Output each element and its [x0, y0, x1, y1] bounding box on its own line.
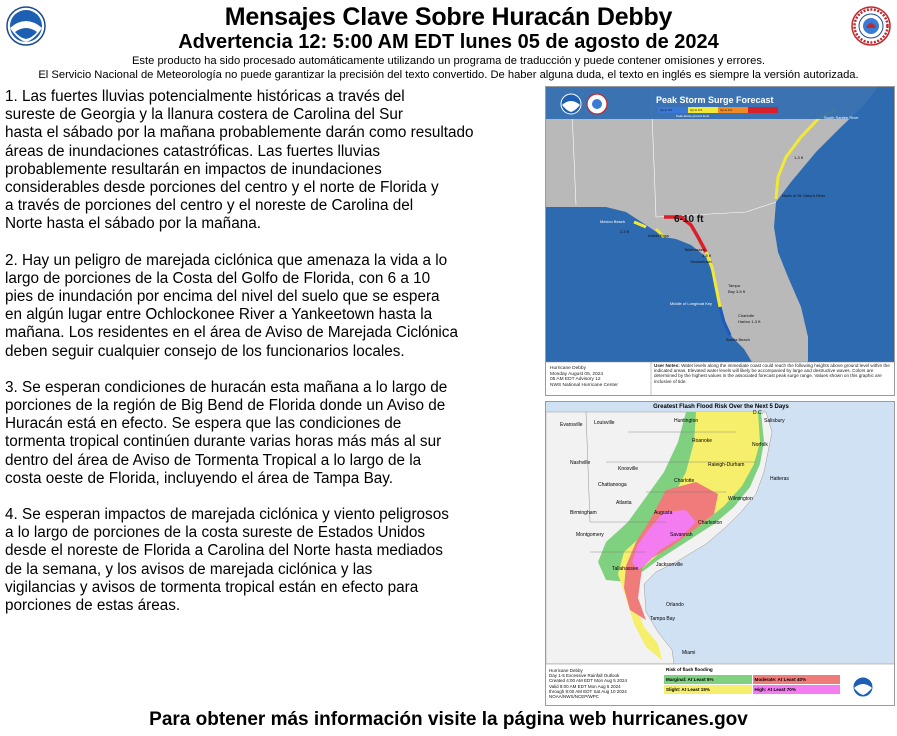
surge-label-santee: South Santee River: [824, 115, 859, 120]
city-chattanooga: Chattanooga: [598, 482, 627, 488]
city-miami: Miami: [682, 650, 696, 656]
city-huntington: Huntington: [674, 418, 699, 424]
surge-map-notes: User Notes: Water levels along the immediate coast could reach the following heights above ground level within the indicated areas. Elevated water levels will likely be accompanied by large and destructive waves. Colors are determined by the highest values in the associated forecast peak surge range. Values shown on this graphic are inclusive of tide.: [654, 363, 890, 384]
key-message-3: 3. Se esperan condiciones de huracán esta mañana a lo largo de porciones de la región de Big Bend de Florida donde un Aviso de Huracán está en efecto. Se espera que las condiciones de tormenta tropical continúen durante varias horas más más al sur dentro del área de Aviso de Tormenta Tropical a lo largo de la costa oeste de Florida, incluyendo el área de Tampa Bay.: [5, 378, 448, 487]
city-salisbury: Salisbury: [764, 418, 785, 424]
surge-label-charlotte: Charlotte: [738, 313, 755, 318]
city-knoxville: Knoxville: [618, 466, 639, 472]
surge-legend-2: Up to 6 ft: [690, 108, 703, 112]
surge-label-stmarys: North of St. Mary's River: [782, 193, 826, 198]
surge-label-tampa: Tampa: [728, 283, 741, 288]
city-charlotte: Charlotte: [674, 478, 695, 484]
surge-label-3: 3-5 ft: [702, 253, 712, 258]
flood-map-info: Hurricane Debby Day 1-5 Excessive Rainfall Outlook Created 4:00 AM EDT Mon Aug 5 2024 Valid 8:00 AM EDT Mon Aug 5 2024 through 8:00 AM EDT Sat Aug 10 2024 NOAA/NWS/NCEP/WPC: [549, 668, 627, 700]
surge-legend-3: Up to 9 ft: [720, 108, 733, 112]
flood-legend-high: High: At Least 70%: [753, 685, 841, 694]
city-birmingham: Birmingham: [570, 510, 597, 516]
accuracy-disclaimer: El Servicio Nacional de Meteorología no puede garantizar la precisión del texto convertido. De haber alguna duda, el texto en inglés es siempre la versión autorizada.: [38, 69, 859, 81]
surge-label-mexico: Mexico Beach: [600, 219, 626, 224]
city-jacksonville: Jacksonville: [656, 562, 683, 568]
storm-surge-map: [545, 86, 895, 396]
noaa-corner-icon: [852, 676, 874, 698]
city-hatteras: Hatteras: [770, 476, 789, 482]
city-norfolk: Norfolk: [752, 442, 768, 448]
city-evansville: Evansville: [560, 422, 583, 428]
surge-label-charlotte-harbor: Harbor 1-3 ft: [738, 319, 761, 324]
flood-legend-slight: Slight: At Least 15%: [664, 685, 752, 694]
city-augusta: Augusta: [654, 510, 673, 516]
flood-legend-marginal: Marginal: At Least 5%: [664, 675, 752, 684]
surge-legend-sub: Peak above ground level: [676, 114, 710, 118]
flash-flood-map: [545, 401, 895, 706]
key-message-1: 1. Las fuertes lluvias potencialmente históricas a través del sureste de Georgia y la llanura costera de Carolina del Sur hasta el sábado por la mañana probablemente darán como resultado áreas de inundaciones catastróficas. Las fuertes lluvias probablemente resultarán en impactos de inundaciones considerables desde porciones del centro y el norte de Florida y a través de porciones del centro y el noreste de Carolina del Norte hasta el sábado por la mañana.: [5, 88, 474, 233]
flood-legend-title: Risk of flash flooding: [666, 667, 713, 672]
surge-label-longboat: Middle of Longboat Key: [670, 301, 713, 306]
surge-label-2: 2-3 ft: [620, 229, 630, 234]
city-savannah: Savannah: [670, 532, 693, 538]
noaa-icon: [560, 93, 582, 115]
surge-peak-label: 6-10 ft: [674, 214, 704, 225]
city-montgomery: Montgomery: [576, 532, 604, 538]
surge-map-info: Hurricane Debby Monday August 05, 2024 05 AM EDT Advisory 12 NWS National Hurricane Center: [550, 366, 618, 388]
city-atlanta: Atlanta: [616, 500, 632, 506]
advisory-subtitle: Advertencia 12: 5:00 AM EDT lunes 05 de agosto de 2024: [178, 31, 719, 53]
city-orlando: Orlando: [666, 602, 684, 608]
surge-legend-1: Up to 3 ft: [660, 108, 673, 112]
city-louisville: Louisville: [594, 420, 615, 426]
footer-link-text: Para obtener más información visite la página web hurricanes.gov: [149, 709, 748, 730]
surge-label-tampabay: Bay 3-5 ft: [728, 289, 746, 294]
city-raleigh: Raleigh-Durham: [708, 462, 745, 468]
city-tampa: Tampa Bay: [650, 616, 676, 622]
city-roanoke: Roanoke: [692, 438, 713, 444]
surge-label-1: 1-3 ft: [794, 155, 804, 160]
surge-label-tallahassee: Tallahassee: [684, 247, 706, 252]
city-tallahassee: Tallahassee: [612, 566, 639, 572]
city-dc: D.C.: [753, 410, 763, 416]
page-title: Mensajes Clave Sobre Huracán Debby: [224, 3, 673, 31]
surge-label-indianpass: Indian Pass: [648, 233, 669, 238]
key-message-4: 4. Se esperan impactos de marejada ciclónica y viento peligrosos a lo largo de porciones de la costa sureste de Estados Unidos desde el noreste de Florida a Carolina del Norte hasta mediados de la semana, y los avisos de marejada ciclónica y las vigilancias y avisos de tormenta tropical están en efecto para porciones de estas áreas.: [5, 506, 449, 615]
city-wilmington: Wilmington: [728, 496, 753, 502]
surge-map-title: Peak Storm Surge Forecast: [656, 95, 774, 105]
city-nashville: Nashville: [570, 460, 591, 466]
surge-label-bonita: Bonita Beach: [726, 337, 750, 342]
flood-map-legend: [664, 667, 840, 703]
key-message-2: 2. Hay un peligro de marejada ciclónica que amenaza la vida a lo largo de porciones de la Costa del Golfo de Florida, con 6 a 10 pies de inundación por encima del nivel del suelo que se espera en algún lugar entre Ochlockonee River a Yankeetown hasta la mañana. Los residentes en el área de Aviso de Marejada Ciclónica deben seguir cualquier consejo de los funcionarios locales.: [5, 251, 458, 360]
surge-label-yankeetown: Yankeetown: [690, 259, 712, 264]
translation-disclaimer: Este producto ha sido procesado automáticamente utilizando un programa de traducción y puede contener omisiones y errores.: [131, 55, 766, 67]
flood-legend-moderate: Moderate: At Least 40%: [753, 675, 841, 684]
city-charleston: Charleston: [698, 520, 723, 526]
flood-map-title: Greatest Flash Flood Risk Over the Next 5 Days: [653, 404, 789, 410]
nws-icon: [586, 93, 608, 115]
key-messages: [5, 88, 475, 633]
